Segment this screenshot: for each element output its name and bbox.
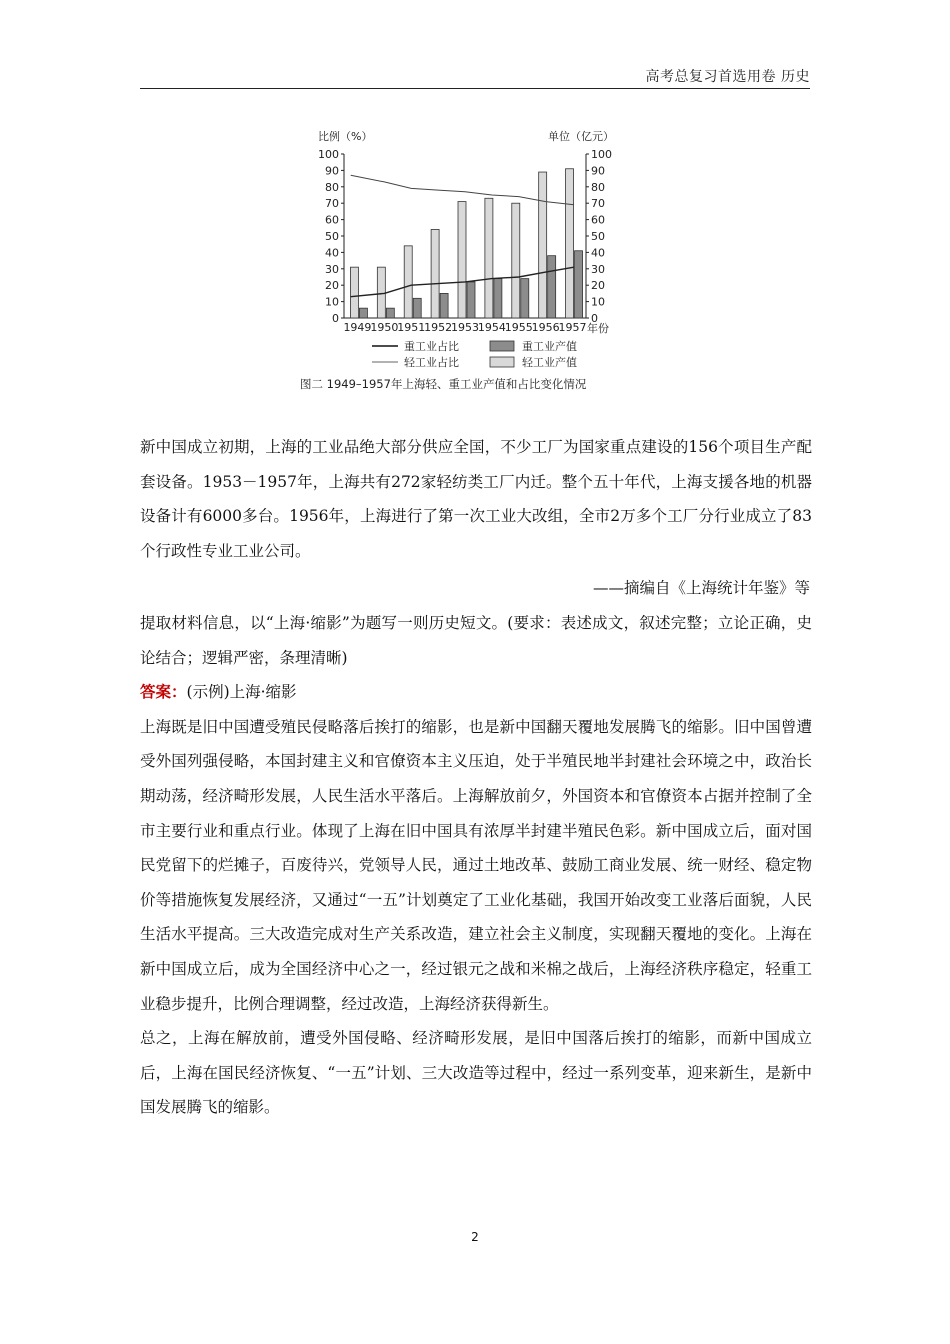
light-industry-bar (431, 229, 439, 318)
material-text (140, 430, 812, 568)
left-tick-label: 0 (332, 312, 339, 325)
legend-label: 轻工业占比 (404, 356, 459, 369)
heavy-industry-bar (413, 298, 421, 318)
left-tick-label: 10 (325, 295, 339, 309)
material-paragraph: 新中国成立初期，上海的工业品绝大部分供应全国，不少工厂为国家重点建设的156个项目生产配套设备。1953－1957年，上海共有272家轻纺类工厂内迁。整个五十年代，上海支援各地的机器设备计有6000多台。1956年，上海进行了第一次工业大改组，全市2万多个工厂分行业成立了83个行政性专业工业公司。 (140, 438, 812, 560)
left-tick-label: 50 (325, 230, 339, 243)
legend-bar-swatch (490, 357, 514, 367)
page-number: 2 (471, 1230, 479, 1244)
light-industry-bar (512, 203, 520, 318)
chart-caption: 图二 1949–1957年上海轻、重工业产值和占比变化情况 (300, 377, 587, 391)
x-tick-label: 1955 (504, 321, 533, 334)
right-tick-label: 70 (591, 197, 605, 211)
right-tick-label: 0 (591, 312, 598, 325)
light-industry-bar (404, 246, 412, 318)
left-tick-label: 40 (325, 246, 339, 260)
chart-bars (350, 169, 582, 318)
light-industry-bar (350, 267, 358, 318)
legend-label: 重工业产值 (522, 340, 577, 353)
legend-bar-swatch (490, 341, 514, 351)
x-tick-label: 1952 (424, 321, 453, 334)
page-header (140, 62, 810, 89)
heavy-industry-bar (467, 282, 475, 318)
heavy-industry-bar (548, 256, 556, 318)
answer-header (140, 675, 812, 710)
left-tick-label: 20 (325, 279, 339, 293)
industry-chart (300, 126, 650, 394)
heavy-industry-bar (494, 279, 502, 318)
x-tick-label: 1951 (397, 321, 426, 334)
x-tick-label: 1956 (531, 321, 560, 334)
x-axis-label: 年份 (587, 322, 609, 335)
light-industry-bar (539, 172, 547, 318)
right-tick-label: 90 (591, 164, 605, 178)
right-tick-label: 100 (591, 148, 612, 161)
left-tick-label: 100 (318, 148, 339, 161)
answer-intro: (示例)上海·缩影 (186, 683, 297, 702)
x-tick-label: 1954 (477, 321, 506, 334)
right-tick-label: 60 (591, 213, 605, 227)
question-text: 提取材料信息，以“上海·缩影”为题写一则历史短文。(要求：表述成文，叙述完整；立论正确，史论结合；逻辑严密，条理清晰) (140, 614, 812, 667)
right-tick-label: 30 (591, 262, 605, 276)
light-industry-bar (485, 198, 493, 318)
heavy-industry-bar (386, 308, 394, 318)
right-tick-label: 20 (591, 279, 605, 293)
x-tick-label: 1950 (370, 321, 399, 334)
light-industry-bar (458, 202, 466, 318)
chart-legend (372, 339, 577, 369)
x-tick-label: 1957 (558, 321, 587, 334)
left-tick-label: 30 (325, 262, 339, 276)
left-tick-label: 60 (325, 213, 339, 227)
left-tick-label: 70 (325, 197, 339, 211)
left-tick-label: 80 (325, 180, 339, 194)
right-axis-label: 单位（亿元） (548, 130, 614, 143)
answer-paragraph-2: 总之，上海在解放前，遭受外国侵略、经济畸形发展，是旧中国落后挨打的缩影，而新中国成立后，上海在国民经济恢复、“一五”计划、三大改造等过程中，经过一系列变革，迎来新生，是新中国发展腾飞的缩影。 (140, 1029, 812, 1117)
legend-label: 轻工业产值 (522, 356, 577, 369)
x-tick-label: 1953 (451, 321, 479, 334)
legend-label: 重工业占比 (404, 340, 459, 353)
heavy-industry-bar (521, 279, 529, 318)
answer-label: 答案： (140, 682, 187, 702)
right-tick-label: 80 (591, 180, 605, 194)
chart-svg (300, 126, 650, 394)
material-source: ——摘编自《上海统计年鉴》等 (592, 579, 810, 597)
heavy-industry-bar (359, 308, 367, 318)
right-tick-label: 40 (591, 246, 605, 260)
x-tick-label: 1949 (343, 321, 372, 334)
answer-paragraph-1: 上海既是旧中国遭受殖民侵略落后挨打的缩影，也是新中国翻天覆地发展腾飞的缩影。旧中国曾遭受外国列强侵略，本国封建主义和官僚资本主义压迫，处于半殖民地半封建社会环境之中，政治长期动荡，经济畸形发展，人民生活水平落后。上海解放前夕，外国资本和官僚资本占据并控制了全市主要行业和重点行业。体现了上海在旧中国具有浓厚半封建半殖民色彩。新中国成立后，面对国民党留下的烂摊子，百废待兴，党领导人民，通过土地改革、鼓励工商业发展、统一财经、稳定物价等措施恢复发展经济，又通过“一五”计划奠定了工业化基础，我国开始改变工业落后面貌，人民生活水平提高。三大改造完成对生产关系改造，建立社会主义制度，实现翻天覆地的变化。上海在新中国成立后，成为全国经济中心之一，经过银元之战和米棉之战后，上海经济秩序稳定，轻重工业稳步提升，比例合理调整，经过改造，上海经济获得新生。 (140, 717, 812, 1013)
left-axis-label: 比例（%） (318, 130, 373, 143)
right-tick-label: 10 (591, 295, 605, 309)
heavy-industry-bar (575, 251, 583, 318)
light-industry-bar (377, 267, 385, 318)
left-tick-label: 90 (325, 164, 339, 178)
header-title: 高考总复习首选用卷 历史 (645, 69, 810, 85)
question-answer-block (140, 606, 812, 1125)
right-tick-label: 50 (591, 230, 605, 243)
light-industry-bar (566, 169, 574, 318)
heavy-industry-bar (440, 293, 448, 318)
